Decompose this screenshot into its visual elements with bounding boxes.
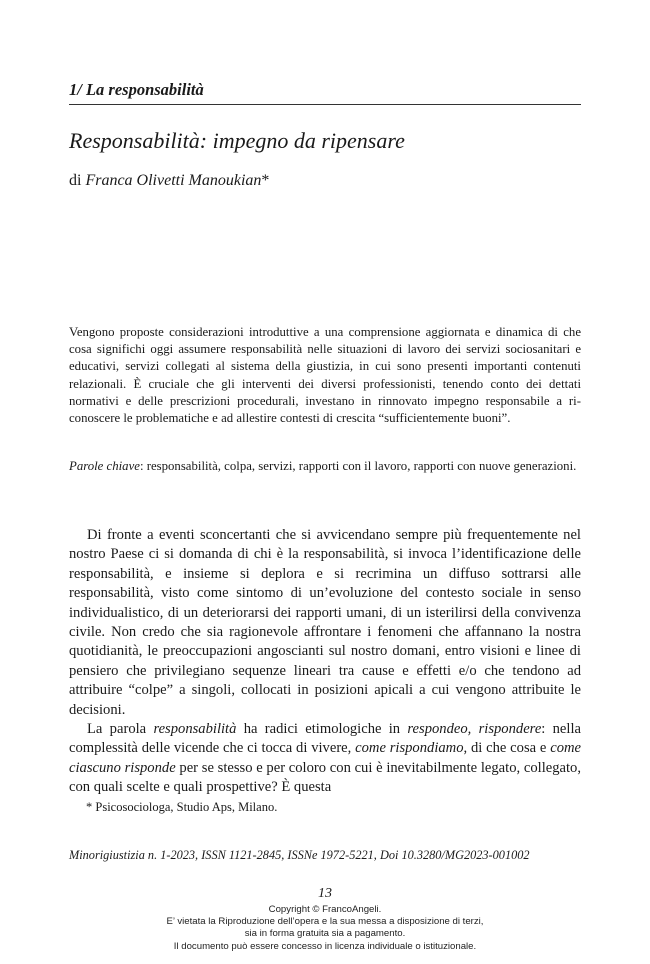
p2-segment: ha radici etimologiche in [236,721,408,738]
p2-segment: per se stesso e per coloro con cui è inevitabilmente legato, collegato, con quali scelte e quali prospettive? È questa [69,759,581,796]
byline-prefix: di [69,172,86,189]
body-paragraph-1: Di fronte a eventi sconcertanti che si avvicendano sempre più frequentemente nel nostro Paese ci si domanda di chi è la responsabilità, si invoca l’identificazione delle responsabilità, e insieme si deplora e si recrimina un diffuso sottrarsi alle responsabilità, visto come sintomo di un’evoluzione del contesto sociale in senso individualistico, di un deteriorarsi dei rapporti umani, di un isterilirsi della convivenza civile. Non credo che sia ragionevole affrontare i fenomeni che affannano la nostra quotidianità, le preoccupazioni angoscianti sul nostro domani, entro visioni e linee di pensiero che privilegiano sequenze lineari tra cause e effetti e/o che tendono ad attribuire “colpe” a singoli, collocati in posizioni apicali a cui vengono attribuite le decisioni. [69,527,581,718]
footnote: * Psicosociologa, Studio Aps, Milano. [86,800,278,814]
copyright-line: E’ vietata la Riproduzione dell’opera e la sua messa a disposizione di terzi, [166,916,484,928]
abstract-text: Vengono proposte considerazioni introduttive a una comprensione aggiornata e dinamica di che cosa significhi oggi assumere responsabilità nelle situazioni di lavoro dei servizi sociosanitari e educativi, servizi collegati al sistema della giustizia, in cui sono presenti importanti contenuti relazionali. È cruciale che gli interventi dei diversi professionisti, tenendo conto dei dettati normativi e delle prescrizioni procedurali, investano in rinnovato impegno responsabile a ri-conoscere le problematiche e ad allestire contesti di crescita “sufficientemente buoni”. [69,325,581,426]
p2-term-come-rispondiamo: come rispondiamo [355,740,464,757]
p2-segment: : nella complessità delle vicende che ci tocca di vivere, [69,721,581,757]
byline [69,172,589,190]
section-heading: 1/ La responsabilità [69,80,204,99]
p2-segment: La parola [87,721,154,738]
p2-term-responsabilita: responsabilità [153,721,237,738]
author-footnote-mark: * [261,172,270,189]
p2-term-respondeo: respondeo, rispondere [407,721,542,738]
p2-segment: , di che cosa e [463,740,551,757]
page-number: 13 [318,886,332,901]
keywords [69,458,581,475]
p2-term-come-ciascuno: come ciascuno risponde [69,740,582,776]
article-title: Responsabilità: impegno da ripensare [69,128,405,153]
journal-citation: Minorigiustizia n. 1-2023, ISSN 1121-2845, ISSNe 1972-5221, Doi 10.3280/MG2023-001002 [69,848,530,862]
abstract [69,324,581,427]
keywords-label: Parole chiave [69,459,140,473]
body-paragraph-2 [69,720,581,798]
body-text [69,526,581,798]
copyright-notice [0,904,650,953]
copyright-line: sia in forma gratuita sia a pagamento. [244,928,406,940]
author-name: Franca Olivetti Manoukian [85,172,262,189]
section-divider [69,104,581,105]
copyright-line: Il documento può essere concesso in licenza individuale o istituzionale. [173,940,477,952]
keywords-text: : responsabilità, colpa, servizi, rapporti con il lavoro, rapporti con nuove generazioni. [139,459,577,473]
copyright-line: Copyright © FrancoAngeli. [268,904,382,915]
